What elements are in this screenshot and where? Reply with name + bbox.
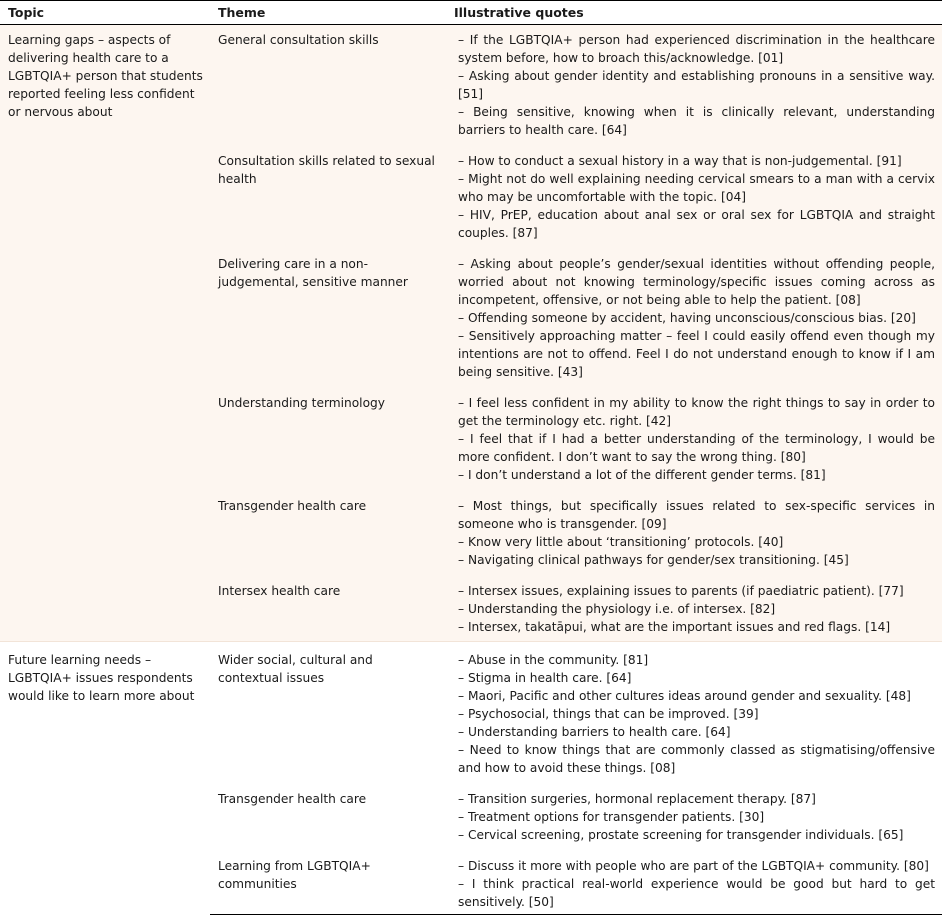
quote: – Stigma in health care. [64] (458, 671, 632, 685)
group-future-learning (0, 642, 942, 915)
quote: – Cervical screening, prostate screening for transgender individuals. [65] (458, 828, 904, 842)
theme-cell: Wider social, cultural and contextual issues (210, 642, 446, 783)
topic-cell: Learning gaps – aspects of delivering health care to a LGBTQIA+ person that students reported feeling less confident or nervous about (0, 25, 210, 642)
quote: – Abuse in the community. [81] (458, 653, 649, 667)
theme-cell: Transgender health care (210, 782, 446, 849)
quote: – I feel that if I had a better understanding of the terminology, I would be more confident. I don’t want to say the wrong thing. [80] (458, 432, 935, 464)
quotes-cell (446, 782, 942, 849)
theme-cell: Transgender health care (210, 489, 446, 574)
quote: – I don’t understand a lot of the different gender terms. [81] (458, 468, 826, 482)
quote: – Understanding barriers to health care. [64] (458, 725, 731, 739)
topic-cell: Future learning needs – LGBTQIA+ issues respondents would like to learn more about (0, 642, 210, 915)
quote: – Sensitively approaching matter – feel I could easily offend even though my intentions are not to offend. Feel I do not understand enough to know if I am being sensitive. [43] (458, 329, 935, 379)
quote: – Understanding the physiology i.e. of intersex. [82] (458, 602, 776, 616)
quote: – Intersex, takatāpui, what are the important issues and red flags. [14] (458, 620, 891, 634)
quote: – Discuss it more with people who are part of the LGBTQIA+ community. [80] (458, 859, 929, 873)
quote: – Know very little about ‘transitioning’ protocols. [40] (458, 535, 784, 549)
theme-cell: General consultation skills (210, 25, 446, 145)
group-learning-gaps (0, 25, 942, 642)
quotes-cell (446, 849, 942, 915)
quote: – Might not do well explaining needing cervical smears to a man with a cervix who may be uncomfortable with the topic. [04] (458, 172, 935, 204)
quote: – I feel less confident in my ability to know the right things to say in order to get the terminology etc. right. [42] (458, 396, 935, 428)
quote: – Transition surgeries, hormonal replacement therapy. [87] (458, 792, 816, 806)
header-quotes: Illustrative quotes (446, 1, 942, 25)
quote: – Most things, but specifically issues related to sex-specific services in someone who is transgender. [09] (458, 499, 935, 531)
table-row (0, 25, 942, 145)
quote: – Psychosocial, things that can be improved. [39] (458, 707, 759, 721)
theme-cell: Delivering care in a non-judgemental, sensitive manner (210, 247, 446, 386)
quote: – Treatment options for transgender patients. [30] (458, 810, 765, 824)
quote: – If the LGBTQIA+ person had experienced discrimination in the healthcare system before, how to broach this/acknowledge. [01] (458, 33, 935, 65)
quotes-cell (446, 386, 942, 489)
quote: – I think practical real-world experience would be good but hard to get sensitively. [50] (458, 877, 935, 909)
quotes-cell (446, 574, 942, 642)
quote: – Maori, Pacific and other cultures ideas around gender and sexuality. [48] (458, 689, 911, 703)
quote: – Offending someone by accident, having unconscious/conscious bias. [20] (458, 311, 916, 325)
quote: – Being sensitive, knowing when it is clinically relevant, understanding barriers to health care. [64] (458, 105, 935, 137)
quote: – Navigating clinical pathways for gender/sex transitioning. [45] (458, 553, 849, 567)
theme-cell: Learning from LGBTQIA+ communities (210, 849, 446, 915)
table-row (0, 642, 942, 783)
quote: – Asking about people’s gender/sexual identities without offending people, worried about not knowing terminology/specific issues coming across as incompetent, offensive, or not being able to help the patient. [08] (458, 257, 935, 307)
quote: – HIV, PrEP, education about anal sex or oral sex for LGBTQIA and straight couples. [87] (458, 208, 935, 240)
theme-cell: Understanding terminology (210, 386, 446, 489)
quotes-cell (446, 25, 942, 145)
header-topic: Topic (0, 1, 210, 25)
quote: – Intersex issues, explaining issues to parents (if paediatric patient). [77] (458, 584, 904, 598)
quote: – Need to know things that are commonly classed as stigmatising/offensive and how to avoid these things. [08] (458, 743, 935, 775)
quote: – How to conduct a sexual history in a way that is non-judgemental. [91] (458, 154, 902, 168)
header-row (0, 1, 942, 25)
quote: – Asking about gender identity and establishing pronouns in a sensitive way. [51] (458, 69, 935, 101)
quotes-cell (446, 247, 942, 386)
quotes-cell (446, 144, 942, 247)
theme-cell: Consultation skills related to sexual health (210, 144, 446, 247)
quotes-cell (446, 489, 942, 574)
header-theme: Theme (210, 1, 446, 25)
theme-cell: Intersex health care (210, 574, 446, 642)
quotes-cell (446, 642, 942, 783)
